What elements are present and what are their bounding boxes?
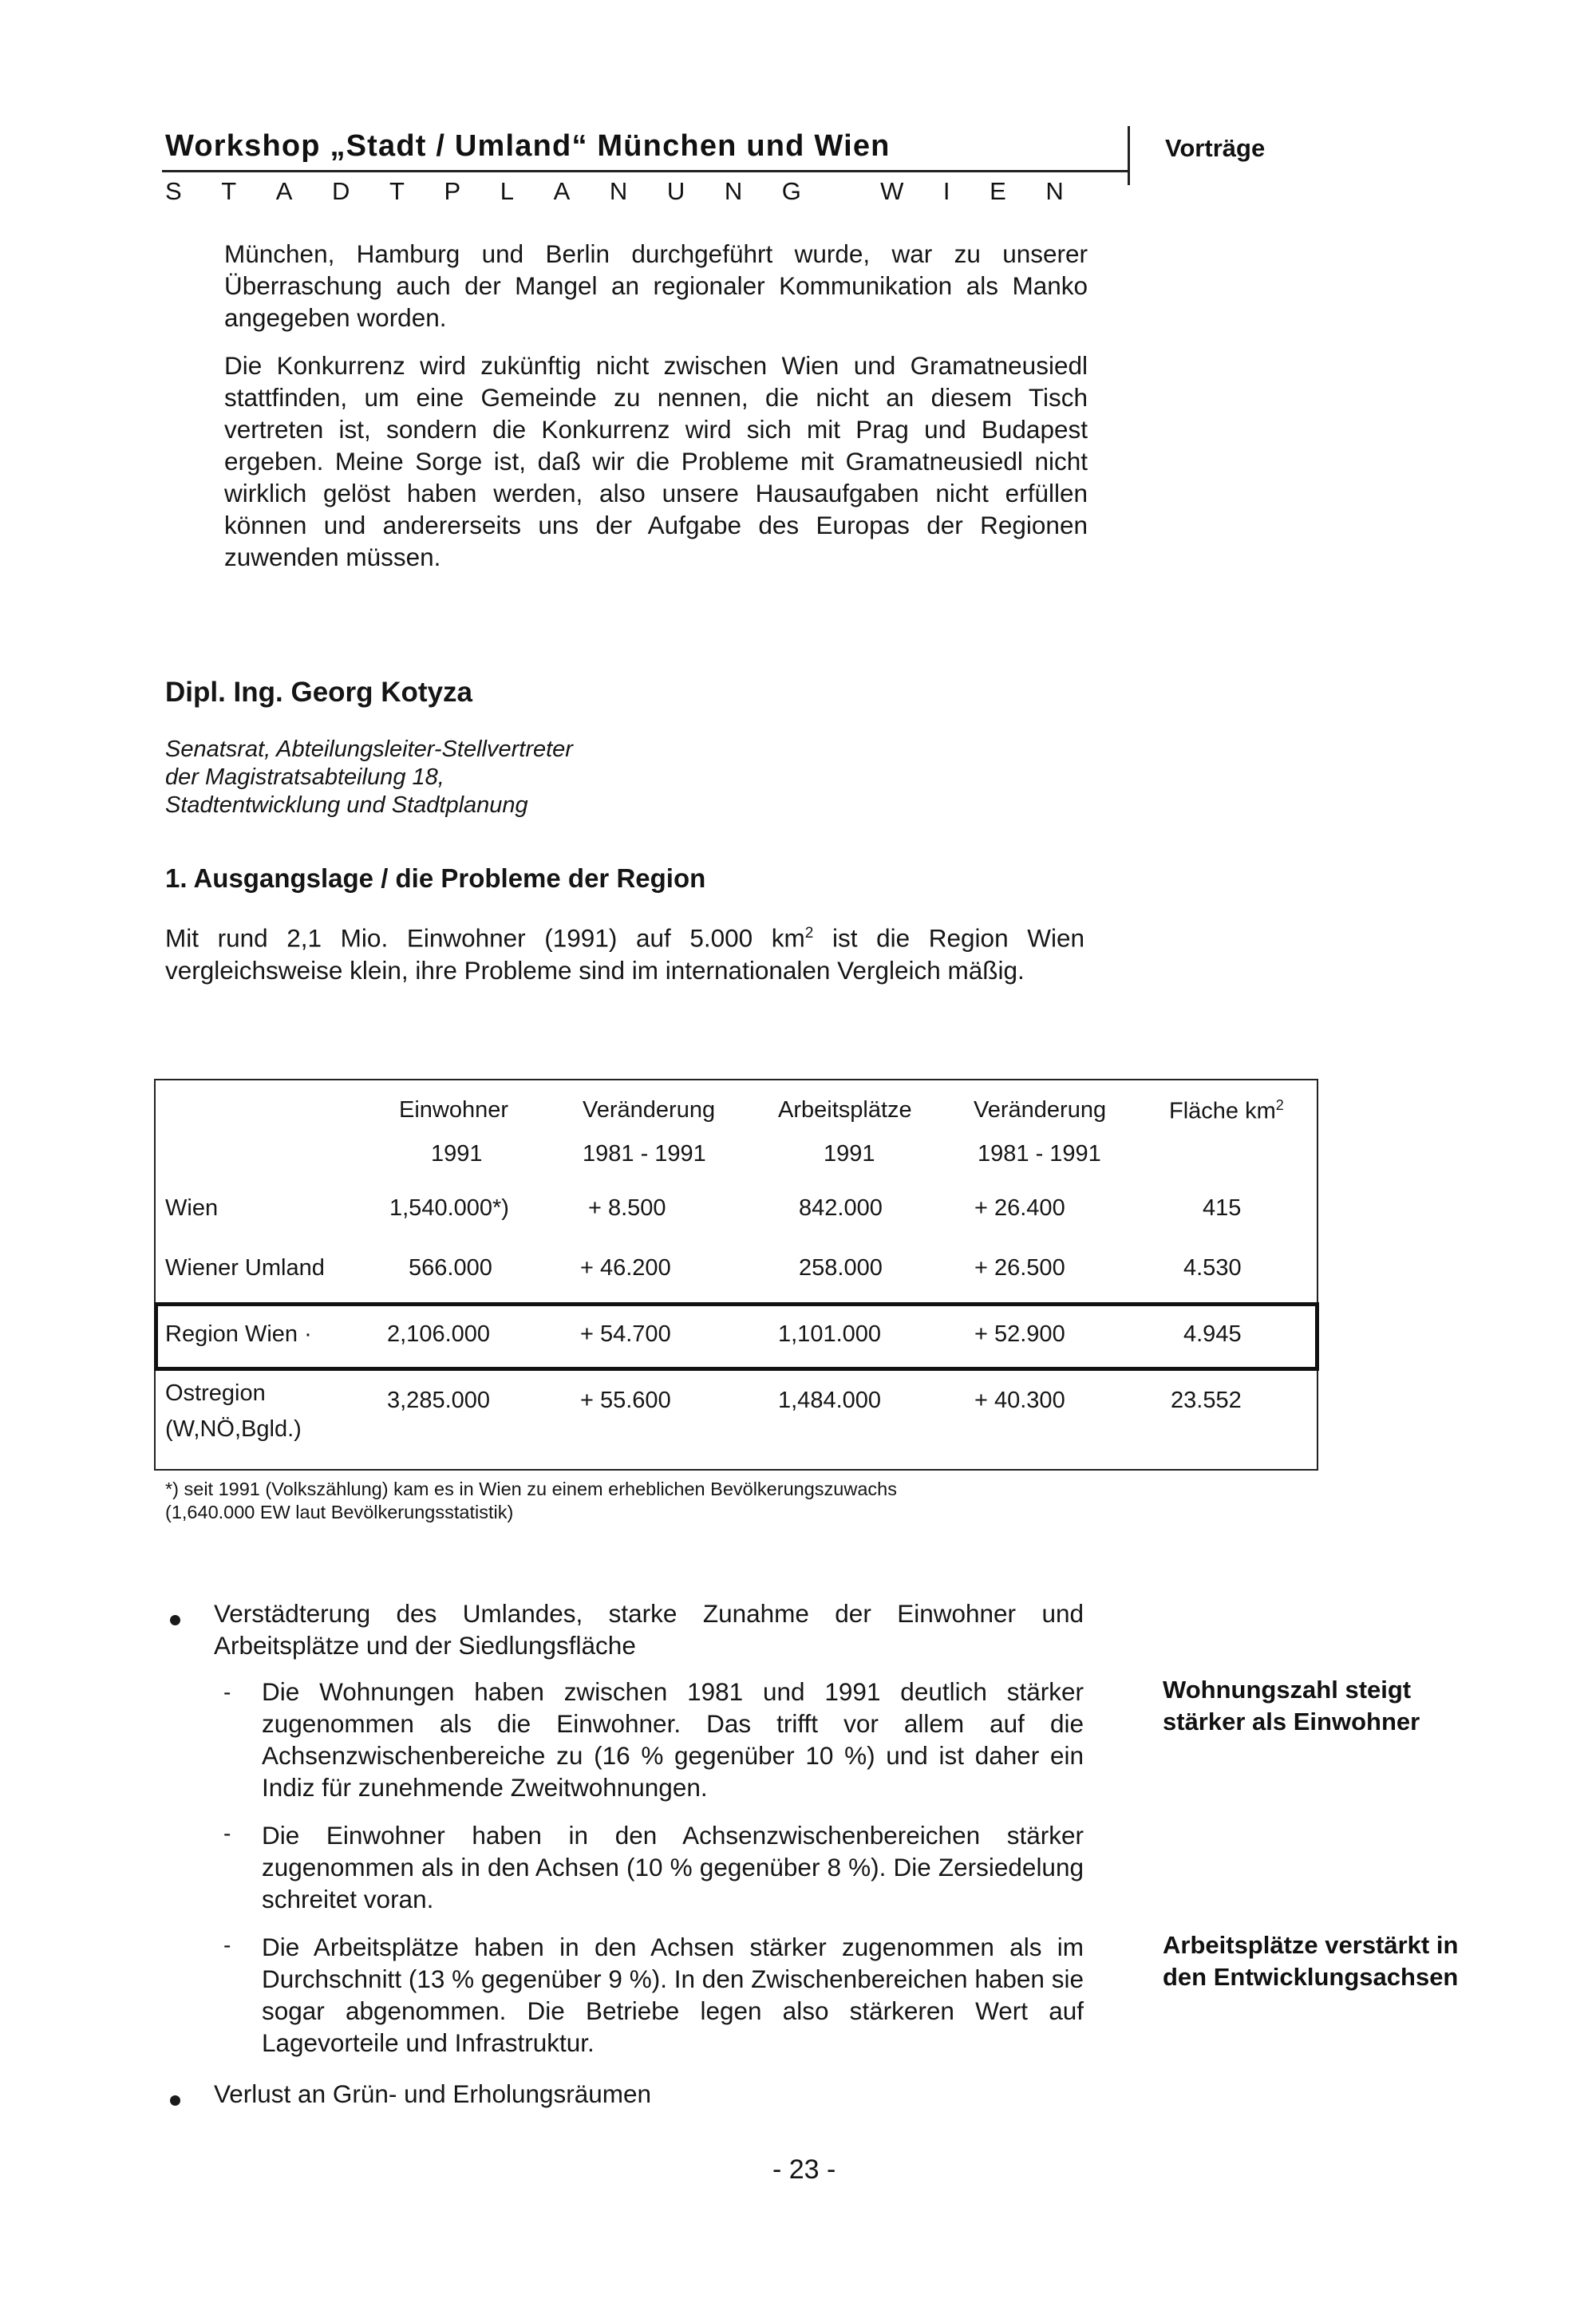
bullet-icon: [170, 1615, 180, 1625]
subtitle-letter: P: [444, 177, 461, 205]
row-label-sub: (W,NÖ,Bgld.): [165, 1416, 302, 1442]
cell-arbeitsplaetze: 1,101.000: [778, 1321, 882, 1347]
cell-veraenderung-ew: + 54.700: [580, 1321, 671, 1347]
table-header-veraenderung-2-years: 1981 - 1991: [978, 1141, 1101, 1167]
author-affiliation: [165, 736, 573, 819]
bullet-item: Verstädterung des Umlandes, starke Zunahme der Einwohner und Arbeitsplätze und der Siedlungsfläche: [214, 1599, 1084, 1660]
author-name: Dipl. Ing. Georg Kotyza: [165, 677, 473, 708]
cell-einwohner: 1,540.000*): [389, 1195, 509, 1221]
table-header-einwohner-year: 1991: [431, 1141, 483, 1167]
margin-note: [1163, 1674, 1420, 1738]
margin-note-line: stärker als Einwohner: [1163, 1708, 1420, 1735]
section-label: Vorträge: [1165, 134, 1266, 162]
superscript: 2: [804, 925, 814, 942]
table-header-arbeitsplaetze-year: 1991: [824, 1141, 875, 1167]
subtitle-letter: G: [781, 177, 801, 205]
intro-text: Mit rund 2,1 Mio. Einwohner (1991) auf 5.000 km: [165, 923, 805, 953]
cell-veraenderung-ew: + 46.200: [580, 1255, 671, 1281]
affiliation-line: Senatsrat, Abteilungsleiter-Stellvertreter: [165, 736, 573, 762]
paragraph-konkurrenz: Die Konkurrenz wird zukünftig nicht zwischen Wien und Gramatneusiedl stattfinden, um eine Gemeinde zu nennen, die nicht an diesem Tisch vertreten ist, sondern die Konkurrenz wird sich mit Prag und Budapest ergeben. Meine Sorge ist, daß wir die Probleme mit Gramatneusiedl nicht wirklich gelöst haben werden, also unsere Hausaufgaben nicht erfüllen können und andererseits uns der Aufgabe des Europas der Regionen zuwenden müssen.: [224, 351, 1088, 571]
sub-bullet-item: Die Arbeitsplätze haben in den Achsen stärker zugenommen als im Durchschnitt (13 % gegenüber 9 %). In den Zwischenbereichen haben sie sogar abgenommen. Die Betriebe legen also stärkeren Wert auf Lagevorteile und Infrastruktur.: [262, 1933, 1084, 2057]
cell-einwohner: 566.000: [409, 1255, 492, 1281]
subtitle-letter: S: [165, 177, 182, 205]
footnote-line: (1,640.000 EW laut Bevölkerungsstatistik): [165, 1502, 514, 1522]
footnote-line: *) seit 1991 (Volkszählung) kam es in Wien zu einem erheblichen Bevölkerungszuwachs: [165, 1479, 897, 1499]
section-heading: 1. Ausgangslage / die Probleme der Region: [165, 863, 706, 893]
cell-arbeitsplaetze: 842.000: [799, 1195, 883, 1221]
cell-veraenderung-ap: + 26.400: [974, 1195, 1065, 1221]
table-header-veraenderung: Veränderung: [583, 1097, 716, 1123]
sub-bullet-item: Die Wohnungen haben zwischen 1981 und 1991 deutlich stärker zugenommen als die Einwohner. Das trifft vor allem auf die Achsenzwischenbereiche zu (16 % gegenüber 10 %) und ist daher ein Indiz für zunehmende Zweitwohnungen.: [262, 1677, 1084, 1802]
subtitle-letter: N: [1045, 177, 1064, 205]
row-label: Wien: [165, 1195, 219, 1221]
row-label: Ostregion: [165, 1380, 266, 1406]
cell-einwohner: 2,106.000: [387, 1321, 491, 1347]
table-footnote: [165, 1478, 897, 1524]
page-number: - 23 -: [772, 2154, 836, 2185]
subtitle-letter: T: [221, 177, 237, 205]
subtitle-letter: N: [724, 177, 743, 205]
cell-einwohner: 3,285.000: [387, 1388, 491, 1413]
margin-note: [1163, 1929, 1458, 1993]
cell-veraenderung-ew: + 55.600: [580, 1388, 671, 1413]
cell-flaeche: 4.530: [1183, 1255, 1242, 1281]
intro-text: ist die Region Wien vergleichsweise klein, ihre Probleme sind im internationalen Vergleich mäßig.: [165, 923, 1084, 985]
paragraph-continuation: München, Hamburg und Berlin durchgeführt wurde, war zu unserer Überraschung auch der Mangel an regionaler Kommunikation als Manko angegeben worden.: [224, 239, 1088, 332]
affiliation-line: Stadtentwicklung und Stadtplanung: [165, 792, 528, 818]
cell-veraenderung-ap: + 40.300: [974, 1388, 1065, 1413]
subtitle-letter: U: [666, 177, 685, 205]
section-intro-paragraph: [165, 918, 1084, 986]
margin-note-line: den Entwicklungsachsen: [1163, 1963, 1459, 1991]
affiliation-line: der Magistratsabteilung 18,: [165, 764, 444, 790]
cell-arbeitsplaetze: 1,484.000: [778, 1388, 882, 1413]
cell-veraenderung-ew: + 8.500: [588, 1195, 666, 1221]
header-vertical-rule: [1128, 126, 1130, 185]
subtitle-letter: A: [275, 177, 293, 205]
bullet-item: Verlust an Grün- und Erholungsräumen: [214, 2079, 652, 2108]
bullet-icon: [170, 2095, 180, 2106]
header-text: Fläche km: [1169, 1098, 1276, 1124]
dash-marker: -: [223, 1933, 231, 1957]
subtitle-letter: N: [609, 177, 628, 205]
sub-bullet-item: Die Einwohner haben in den Achsenzwischenbereichen stärker zugenommen als in den Achsen (10 % gegenüber 8 %). Die Zersiedelung schreitet voran.: [262, 1821, 1084, 1913]
table-header-veraenderung-years: 1981 - 1991: [583, 1141, 706, 1167]
subtitle-letter: D: [332, 177, 350, 205]
subtitle-letter: A: [553, 177, 571, 205]
table-header-flaeche: [1169, 1097, 1284, 1125]
statistics-table: [154, 1079, 1318, 1471]
dash-marker: -: [223, 1680, 231, 1704]
margin-note-line: Wohnungszahl steigt: [1163, 1676, 1412, 1704]
region-wien-row-highlight: [154, 1302, 1319, 1371]
margin-note-line: Arbeitsplätze verstärkt in: [1163, 1931, 1459, 1959]
subtitle-letter: I: [942, 177, 950, 205]
header-rule: [162, 170, 1129, 172]
cell-flaeche: 4.945: [1183, 1321, 1242, 1347]
row-label: Region Wien ·: [165, 1321, 312, 1347]
subtitle-letter: W: [880, 177, 904, 205]
subtitle-letter: T: [389, 177, 405, 205]
row-label: Wiener Umland: [165, 1255, 325, 1281]
cell-veraenderung-ap: + 52.900: [974, 1321, 1065, 1347]
superscript: 2: [1275, 1097, 1284, 1113]
subtitle-letter: E: [990, 177, 1006, 205]
table-header-arbeitsplaetze: Arbeitsplätze: [778, 1097, 912, 1123]
cell-flaeche: 23.552: [1171, 1388, 1242, 1413]
cell-arbeitsplaetze: 258.000: [799, 1255, 883, 1281]
cell-flaeche: 415: [1203, 1195, 1242, 1221]
table-header-veraenderung-2: Veränderung: [974, 1097, 1107, 1123]
header-subtitle-stadtplanung-wien: [165, 177, 1064, 206]
subtitle-letter: L: [500, 177, 515, 205]
dash-marker: -: [223, 1821, 231, 1846]
table-header-einwohner: Einwohner: [399, 1097, 509, 1123]
document-header-title: Workshop „Stadt / Umland“ München und Wien: [165, 129, 891, 163]
cell-veraenderung-ap: + 26.500: [974, 1255, 1065, 1281]
